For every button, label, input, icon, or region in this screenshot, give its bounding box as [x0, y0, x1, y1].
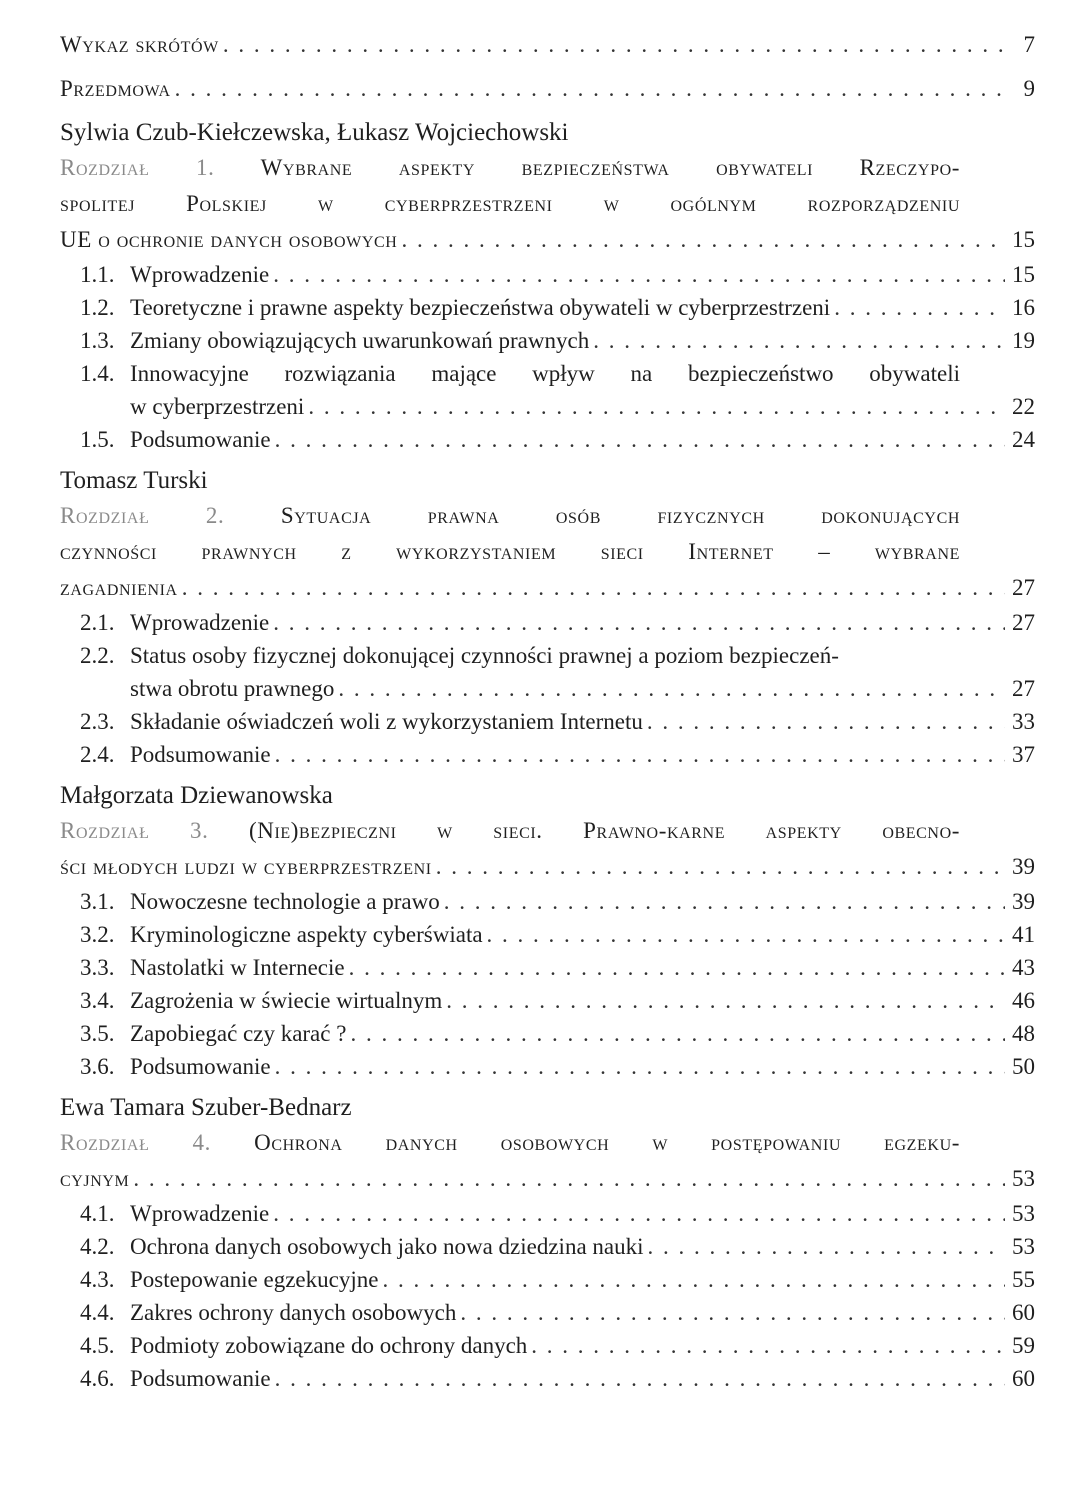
- section-title: Postepowanie egzekucyjne: [130, 1267, 379, 1292]
- dot-leader: [647, 705, 1005, 738]
- chapter-block-4: [60, 1091, 1035, 1395]
- page-number: 22: [1012, 394, 1035, 419]
- toc-entry-section[interactable]: [60, 885, 1035, 918]
- dot-leader: [436, 849, 1005, 885]
- section-title: Wprowadzenie: [130, 1201, 270, 1226]
- page-number: 16: [1012, 295, 1035, 320]
- page-number: 37: [1012, 742, 1035, 767]
- page-number: 60: [1012, 1366, 1035, 1391]
- entry-title: Wykaz skrótów: [60, 32, 219, 57]
- page-number: 24: [1012, 427, 1035, 452]
- dot-leader: [444, 885, 1005, 918]
- page-number: 53: [1012, 1201, 1035, 1226]
- dot-leader: [182, 570, 1005, 606]
- dot-leader: [648, 1230, 1005, 1263]
- section-number: 3.2.: [80, 922, 115, 947]
- toc-entry-section[interactable]: [60, 1329, 1035, 1362]
- page-number: 53: [1012, 1234, 1035, 1259]
- dot-leader: [382, 1263, 1005, 1296]
- dot-leader: [338, 672, 1005, 705]
- toc-entry-section[interactable]: [60, 1230, 1035, 1263]
- page-number: 27: [1012, 610, 1035, 635]
- dot-leader: [275, 1050, 1005, 1083]
- chapter-author: Ewa Tamara Szuber-Bednarz: [60, 1094, 352, 1121]
- toc-entry-section[interactable]: [60, 672, 1035, 705]
- section-title: stwa obrotu prawnego: [130, 676, 335, 701]
- chapter-title-text: ści młodych ludzi w cyberprzestrzeni: [60, 854, 432, 879]
- toc-entry-section[interactable]: [60, 738, 1035, 771]
- chapter-title-text: Ochrona danych osobowych w postępowaniu egzeku-: [254, 1130, 960, 1155]
- toc-entry-section-first-line[interactable]: [60, 639, 1035, 672]
- toc-entry-section[interactable]: [60, 951, 1035, 984]
- dot-leader: [460, 1296, 1005, 1329]
- dot-leader: [273, 606, 1005, 639]
- dot-leader: [593, 324, 1005, 357]
- chapter-title-line[interactable]: [60, 150, 960, 186]
- toc-entry-chapter[interactable]: [60, 570, 1035, 606]
- page-number: 55: [1012, 1267, 1035, 1292]
- section-number: 3.5.: [80, 1021, 115, 1046]
- toc-entry-abbreviations[interactable]: [60, 28, 1035, 61]
- toc-entry-preface[interactable]: [60, 72, 1035, 105]
- chapter-title-text: Wybrane aspekty bezpieczeństwa obywateli Rzeczypo-: [260, 155, 960, 180]
- section-title: Teoretyczne i prawne aspekty bezpieczeństwa obywateli w cyberprzestrzeni: [130, 295, 831, 320]
- chapter-block-3: [60, 779, 1035, 1083]
- chapter-title-line[interactable]: [60, 1125, 960, 1161]
- dot-leader: [349, 951, 1005, 984]
- page-number: 46: [1012, 988, 1035, 1013]
- section-number: 3.1.: [80, 889, 115, 914]
- section-number: 1.5.: [80, 427, 115, 452]
- chapter-label: Rozdział 4.: [60, 1130, 212, 1155]
- section-number: 3.3.: [80, 955, 115, 980]
- section-number: 1.3.: [80, 328, 115, 353]
- section-title: Wprowadzenie: [130, 262, 270, 287]
- section-title: Podmioty zobowiązane do ochrony danych: [130, 1333, 528, 1358]
- toc-entry-section[interactable]: [60, 705, 1035, 738]
- section-number: 1.4.: [80, 361, 115, 386]
- chapter-title-text: (Nie)bezpieczni w sieci. Prawno-karne aspekty obecno-: [248, 818, 960, 843]
- chapter-author: Małgorzata Dziewanowska: [60, 782, 333, 809]
- page-number: 27: [1012, 676, 1035, 701]
- toc-entry-section[interactable]: [60, 918, 1035, 951]
- dot-leader: [275, 738, 1005, 771]
- section-title: Status osoby fizycznej dokonującej czynności prawnej a poziom bezpieczeń-: [130, 643, 839, 668]
- page-number: 50: [1012, 1054, 1035, 1079]
- page-number: 60: [1012, 1300, 1035, 1325]
- toc-entry-section[interactable]: [60, 1362, 1035, 1395]
- section-title: Innowacyjne rozwiązania mające wpływ na bezpieczeństwo obywateli: [130, 361, 960, 386]
- toc-entry-chapter[interactable]: [60, 849, 1035, 885]
- toc-entry-section[interactable]: [60, 1296, 1035, 1329]
- page-number: 15: [1012, 227, 1035, 252]
- toc-entry-section[interactable]: [60, 423, 1035, 456]
- dot-leader: [531, 1329, 1005, 1362]
- section-title: Ochrona danych osobowych jako nowa dziedzina nauki: [130, 1234, 644, 1259]
- chapter-author: Tomasz Turski: [60, 467, 208, 494]
- chapter-title-line[interactable]: spolitej Polskiej w cyberprzestrzeni w ogólnym rozporządzeniu: [60, 191, 960, 216]
- section-number: 4.4.: [80, 1300, 115, 1325]
- dot-leader: [273, 1197, 1005, 1230]
- section-number: 4.5.: [80, 1333, 115, 1358]
- section-number: 4.6.: [80, 1366, 115, 1391]
- page-number: 59: [1012, 1333, 1035, 1358]
- toc-entry-section[interactable]: [60, 606, 1035, 639]
- section-number: 4.2.: [80, 1234, 115, 1259]
- dot-leader: [446, 984, 1005, 1017]
- section-title: Nastolatki w Internecie: [130, 955, 345, 980]
- chapter-title-text: Sytuacja prawna osób fizycznych dokonujących: [280, 503, 960, 528]
- toc-entry-section[interactable]: [60, 1017, 1035, 1050]
- chapter-author: Sylwia Czub-Kiełczewska, Łukasz Wojciechowski: [60, 119, 569, 146]
- section-title: Składanie oświadczeń woli z wykorzystaniem Internetu: [130, 709, 643, 734]
- page-number: 48: [1012, 1021, 1035, 1046]
- section-number: 2.3.: [80, 709, 115, 734]
- page-number: 41: [1012, 922, 1035, 947]
- page-number: 7: [1023, 32, 1035, 57]
- page-number: 43: [1012, 955, 1035, 980]
- toc-entry-section[interactable]: [60, 984, 1035, 1017]
- dot-leader: [223, 28, 1005, 61]
- section-number: 2.1.: [80, 610, 115, 635]
- toc-entry-chapter[interactable]: [60, 222, 1035, 258]
- section-number: 4.1.: [80, 1201, 115, 1226]
- section-title: Podsumowanie: [130, 1366, 271, 1391]
- toc-entry-section[interactable]: [60, 291, 1035, 324]
- page-number: 27: [1012, 575, 1035, 600]
- page-number: 19: [1012, 328, 1035, 353]
- toc-entry-section-first-line[interactable]: [60, 357, 960, 390]
- dot-leader: [275, 423, 1005, 456]
- section-number: 3.4.: [80, 988, 115, 1013]
- chapter-label: Rozdział 3.: [60, 818, 209, 843]
- page-number: 39: [1012, 889, 1035, 914]
- dot-leader: [133, 1161, 1005, 1197]
- entry-title: Przedmowa: [60, 76, 171, 101]
- page-number: 9: [1023, 76, 1035, 101]
- chapter-block-1: [60, 116, 1035, 456]
- chapter-title-text: UE o ochronie danych osobowych: [60, 227, 398, 252]
- chapter-title-line[interactable]: czynności prawnych z wykorzystaniem sieci Internet – wybrane: [60, 539, 960, 564]
- toc-entry-section[interactable]: [60, 1050, 1035, 1083]
- toc-entry-section[interactable]: [60, 1263, 1035, 1296]
- chapter-label: Rozdział 2.: [60, 503, 225, 528]
- chapter-title-text: zagadnienia: [60, 575, 178, 600]
- dot-leader: [350, 1017, 1005, 1050]
- section-title: Kryminologiczne aspekty cyberświata: [130, 922, 483, 947]
- section-title: w cyberprzestrzeni: [130, 394, 305, 419]
- section-title: Wprowadzenie: [130, 610, 270, 635]
- page-number: 39: [1012, 854, 1035, 879]
- chapter-title-text: cyjnym: [60, 1166, 130, 1191]
- chapter-label: Rozdział 1.: [60, 155, 215, 180]
- dot-leader: [308, 390, 1005, 423]
- section-title: Zapobiegać czy karać ?: [130, 1021, 347, 1046]
- section-title: Podsumowanie: [130, 427, 271, 452]
- toc-entry-section[interactable]: [60, 390, 1035, 423]
- toc-entry-section[interactable]: [60, 1197, 1035, 1230]
- page-number: 33: [1012, 709, 1035, 734]
- section-title: Zakres ochrony danych osobowych: [130, 1300, 457, 1325]
- chapter-title-line[interactable]: [60, 498, 960, 534]
- dot-leader: [834, 291, 1005, 324]
- toc-entry-section[interactable]: [60, 258, 1035, 291]
- chapter-title-line[interactable]: [60, 813, 960, 849]
- section-title: Nowoczesne technologie a prawo: [130, 889, 440, 914]
- section-title: Podsumowanie: [130, 1054, 271, 1079]
- page-number: 15: [1012, 262, 1035, 287]
- section-number: 2.2.: [80, 643, 115, 668]
- section-number: 3.6.: [80, 1054, 115, 1079]
- dot-leader: [487, 918, 1005, 951]
- table-of-contents: [60, 28, 1035, 1403]
- dot-leader: [175, 72, 1005, 105]
- section-number: 2.4.: [80, 742, 115, 767]
- section-title: Podsumowanie: [130, 742, 271, 767]
- section-title: Zagrożenia w świecie wirtualnym: [130, 988, 443, 1013]
- toc-entry-section[interactable]: [60, 324, 1035, 357]
- page-number: 53: [1012, 1166, 1035, 1191]
- chapter-block-2: [60, 464, 1035, 771]
- section-number: 4.3.: [80, 1267, 115, 1292]
- section-number: 1.2.: [80, 295, 115, 320]
- dot-leader: [401, 222, 1005, 258]
- dot-leader: [275, 1362, 1005, 1395]
- section-title: Zmiany obowiązujących uwarunkowań prawnych: [130, 328, 590, 353]
- dot-leader: [273, 258, 1005, 291]
- toc-entry-chapter[interactable]: [60, 1161, 1035, 1197]
- section-number: 1.1.: [80, 262, 115, 287]
